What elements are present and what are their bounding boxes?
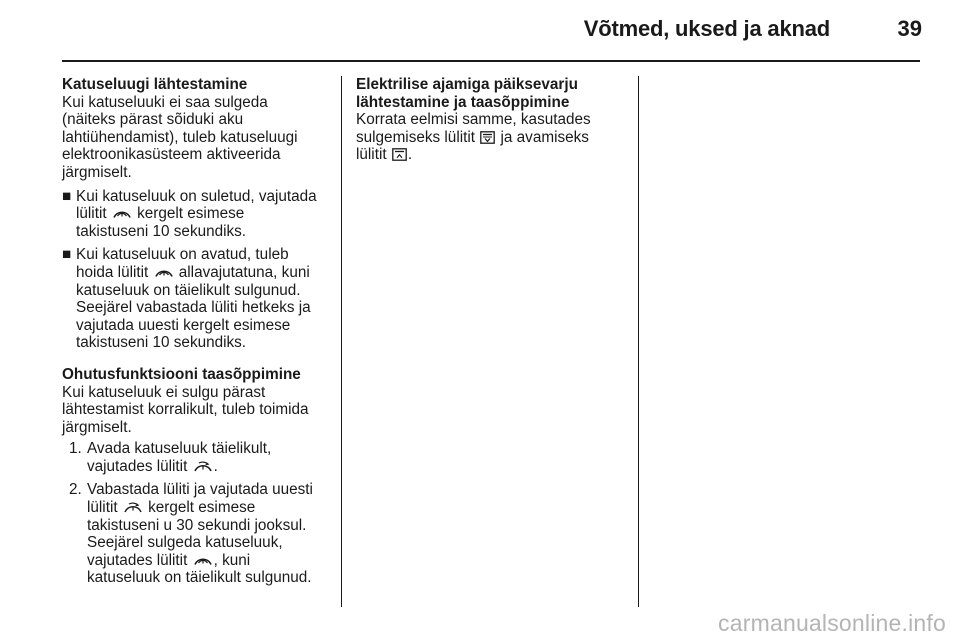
body-line: järgmiselt. — [62, 163, 132, 181]
body-line — [356, 129, 626, 147]
section-title-sunshade: lähtestamine ja taasõppimine — [356, 93, 570, 111]
bullet-line: Seejärel vabastada lüliti hetkeks ja — [76, 299, 311, 317]
text-fragment: allavajutatuna, kuni — [178, 263, 310, 281]
sunshade-close-icon — [480, 131, 495, 144]
sunshade-open-icon — [392, 148, 407, 161]
column-divider-left — [341, 76, 342, 607]
text-fragment: kergelt esimese — [137, 205, 245, 223]
section-title-reset: Katuseluugi lähtestamine — [62, 76, 248, 93]
text-fragment: lülitit — [356, 146, 387, 164]
step-number: 2. — [69, 481, 82, 499]
bullet-line: katuseluuk on täielikult sulgunud. — [76, 281, 301, 299]
text-fragment: lülitit — [87, 499, 118, 517]
bullet-item — [62, 246, 330, 352]
header-rule — [62, 60, 920, 62]
step-line: Avada katuseluuk täielikult, — [87, 440, 272, 458]
body-line: Kui katuseluuki ei saa sulgeda — [62, 93, 268, 111]
page-header-title: Võtmed, uksed ja aknad — [583, 16, 830, 41]
sunroof-close-icon — [193, 555, 213, 567]
bullet-line — [76, 264, 330, 282]
bullet-line: takistuseni 10 sekundiks. — [76, 222, 247, 240]
body-line: Korrata eelmisi samme, kasutades — [356, 111, 591, 129]
body-line: (näiteks pärast sõiduki aku — [62, 111, 244, 129]
step-line: takistuseni u 30 sekundi jooksul. — [87, 516, 307, 534]
numbered-step — [62, 481, 330, 587]
middle-column — [356, 76, 626, 164]
watermark: carmanualsonline.info — [718, 610, 946, 636]
bullet-line: Kui katuseluuk on suletud, vajutada — [76, 187, 317, 205]
bullet-line: Kui katuseluuk on avatud, tuleb — [76, 246, 289, 264]
body-line: järgmiselt. — [62, 418, 132, 436]
column-divider-right — [638, 76, 639, 607]
step-line — [87, 458, 330, 476]
step-line: Seejärel sulgeda katuseluuk, — [87, 534, 283, 552]
bullet-line: takistuseni 10 sekundiks. — [76, 334, 247, 352]
text-fragment: , kuni — [213, 551, 251, 569]
text-fragment: vajutades lülitit — [87, 457, 188, 475]
bullet-mark: ■ — [62, 187, 72, 205]
sunroof-close-icon — [154, 267, 174, 279]
text-fragment: lülitit — [76, 205, 107, 223]
text-fragment: ja avamiseks — [500, 128, 589, 146]
sunroof-close-icon — [112, 208, 132, 220]
text-fragment: . — [407, 146, 413, 164]
body-line — [356, 146, 626, 164]
body-line: elektroonikasüsteem aktiveerida — [62, 146, 281, 164]
body-line: lähtestamist korralikult, tuleb toimida — [62, 401, 309, 419]
step-line: Vabastada lüliti ja vajutada uuesti — [87, 481, 313, 499]
bullet-line: vajutada uuesti kergelt esimese — [76, 316, 291, 334]
step-number: 1. — [69, 440, 82, 458]
left-column — [62, 76, 330, 587]
text-fragment: vajutades lülitit — [87, 551, 188, 569]
step-line — [87, 499, 330, 517]
body-line: Kui katuseluuk ei sulgu pärast — [62, 383, 266, 401]
sunroof-open-icon — [123, 502, 143, 514]
numbered-step — [62, 440, 330, 475]
text-fragment: . — [213, 457, 218, 475]
section-title-sunshade: Elektrilise ajamiga päiksevarju — [356, 76, 578, 93]
text-fragment: kergelt esimese — [148, 499, 256, 517]
bullet-item — [62, 188, 330, 241]
sunroof-open-icon — [193, 461, 213, 473]
step-line — [87, 552, 330, 570]
page-number: 39 — [897, 16, 922, 41]
bullet-mark: ■ — [62, 246, 72, 264]
text-fragment: hoida lülitit — [76, 263, 149, 281]
step-line: katuseluuk on täielikult sulgunud. — [87, 569, 312, 587]
body-line: lahtiühendamist), tuleb katuseluugi — [62, 128, 298, 146]
bullet-line — [76, 205, 330, 223]
text-fragment: sulgemiseks lülitit — [356, 128, 476, 146]
section-title-relearn: Ohutusfunktsiooni taasõppimine — [62, 365, 301, 383]
